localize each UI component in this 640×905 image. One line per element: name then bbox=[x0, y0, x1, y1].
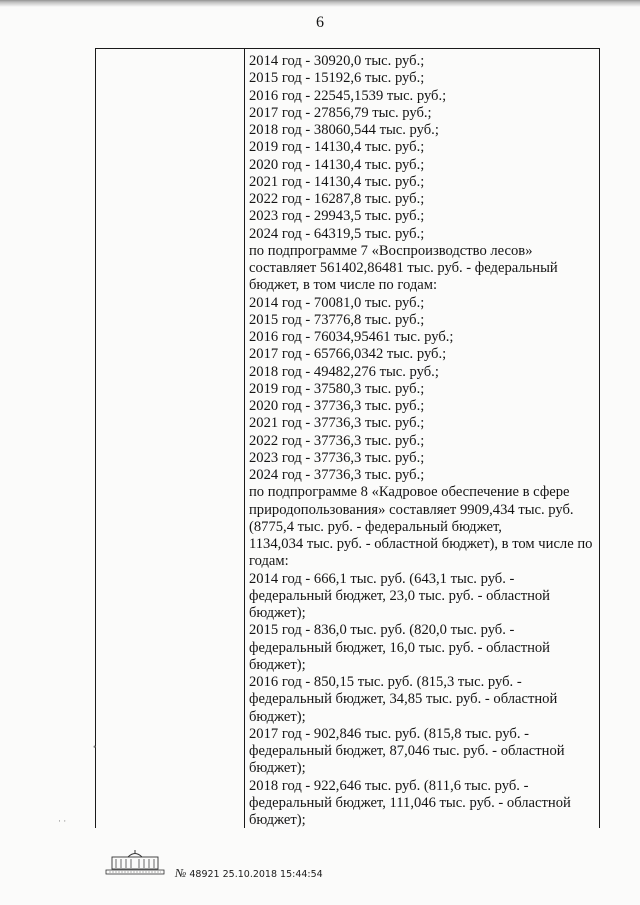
budget-text-line: 2022 год - 16287,8 тыс. руб.; bbox=[249, 191, 425, 207]
budget-text-line: 2016 год - 76034,95461 тыс. руб.; bbox=[249, 329, 454, 345]
budget-text-line: бюджет); bbox=[249, 656, 306, 673]
budget-text-line: 2014 год - 30920,0 тыс. руб.; bbox=[249, 53, 425, 69]
document-registration-id bbox=[175, 866, 323, 881]
budget-text-line: 2018 год - 922,646 тыс. руб. (811,6 тыс. руб. - bbox=[249, 777, 529, 794]
budget-table bbox=[95, 48, 600, 828]
budget-text-line: 2023 год - 37736,3 тыс. руб.; bbox=[249, 449, 425, 466]
budget-text-line: 2015 год - 836,0 тыс. руб. (820,0 тыс. руб. - bbox=[249, 622, 515, 639]
budget-text-line: бюджет); bbox=[249, 605, 306, 621]
budget-text-line: 2019 год - 14130,4 тыс. руб.; bbox=[249, 139, 425, 156]
budget-text-line: 2017 год - 65766,0342 тыс. руб.; bbox=[249, 346, 447, 363]
budget-text-line: по подпрограмме 7 «Воспроизводство лесов» bbox=[249, 242, 533, 259]
budget-text-line: 2016 год - 850,15 тыс. руб. (815,3 тыс. руб. - bbox=[249, 674, 522, 690]
budget-text-line: годам: bbox=[249, 553, 289, 570]
budget-text-line: 2020 год - 14130,4 тыс. руб.; bbox=[249, 156, 425, 173]
budget-text-line: бюджет); bbox=[249, 760, 306, 777]
budget-text-line: 2021 год - 37736,3 тыс. руб.; bbox=[249, 415, 425, 432]
budget-text-line: 2021 год - 14130,4 тыс. руб.; bbox=[249, 173, 425, 190]
budget-text-line: составляет 561402,86481 тыс. руб. - федеральный bbox=[249, 260, 558, 276]
document-number: 48921 bbox=[189, 869, 220, 880]
budget-text-line: 2024 год - 37736,3 тыс. руб.; bbox=[249, 467, 425, 483]
budget-text-cell bbox=[249, 53, 594, 829]
budget-text-line: 2015 год - 73776,8 тыс. руб.; bbox=[249, 311, 425, 328]
budget-text-line: 2019 год - 37580,3 тыс. руб.; bbox=[249, 380, 425, 397]
budget-text-line: федеральный бюджет, 23,0 тыс. руб. - областной bbox=[249, 587, 550, 604]
page-number: 6 bbox=[316, 14, 324, 31]
stamp bbox=[104, 849, 166, 875]
number-sign: № bbox=[175, 866, 187, 880]
document-datetime: 25.10.2018 15:44:54 bbox=[222, 869, 323, 880]
budget-text-line: по подпрограмме 8 «Кадровое обеспечение в сфере bbox=[249, 484, 570, 501]
scan-edge-shadow bbox=[0, 0, 640, 8]
budget-text-line: бюджет); bbox=[249, 812, 306, 828]
column-divider bbox=[244, 49, 245, 828]
budget-text-line: 2015 год - 15192,6 тыс. руб.; bbox=[249, 70, 425, 87]
budget-text-line: 2016 год - 22545,1539 тыс. руб.; bbox=[249, 87, 447, 104]
budget-text-line: 2020 год - 37736,3 тыс. руб.; bbox=[249, 398, 425, 414]
budget-text-line: 2014 год - 70081,0 тыс. руб.; bbox=[249, 294, 425, 311]
budget-text-line: 2017 год - 27856,79 тыс. руб.; bbox=[249, 104, 432, 121]
budget-text-line: федеральный бюджет, 111,046 тыс. руб. - областной bbox=[249, 794, 571, 811]
scan-speck: · · bbox=[58, 816, 67, 826]
budget-text-line: 2014 год - 666,1 тыс. руб. (643,1 тыс. руб. - bbox=[249, 570, 515, 587]
budget-text-line: бюджет, в том числе по годам: bbox=[249, 277, 438, 294]
budget-text-line: 1134,034 тыс. руб. - областной бюджет), в том числе по bbox=[249, 536, 593, 552]
budget-text-line: федеральный бюджет, 34,85 тыс. руб. - областной bbox=[249, 691, 558, 708]
budget-text-line: природопользования» составляет 9909,434 тыс. руб. bbox=[249, 501, 574, 518]
budget-text-line: 2018 год - 38060,544 тыс. руб.; bbox=[249, 122, 439, 138]
budget-text-line: бюджет); bbox=[249, 708, 306, 725]
budget-text-line: 2024 год - 64319,5 тыс. руб.; bbox=[249, 225, 425, 242]
budget-text-line: федеральный бюджет, 16,0 тыс. руб. - областной bbox=[249, 639, 550, 656]
budget-text-line: (8775,4 тыс. руб. - федеральный бюджет, bbox=[249, 518, 502, 535]
budget-text-line: федеральный бюджет, 87,046 тыс. руб. - областной bbox=[249, 743, 565, 759]
budget-text-line: 2023 год - 29943,5 тыс. руб.; bbox=[249, 208, 425, 225]
scan-speck: • bbox=[93, 742, 97, 752]
budget-text-line: 2017 год - 902,846 тыс. руб. (815,8 тыс. руб. - bbox=[249, 725, 529, 742]
budget-text-line: 2018 год - 49482,276 тыс. руб.; bbox=[249, 363, 439, 380]
budget-text-line: 2022 год - 37736,3 тыс. руб.; bbox=[249, 432, 425, 449]
building-seal-icon bbox=[104, 849, 166, 875]
